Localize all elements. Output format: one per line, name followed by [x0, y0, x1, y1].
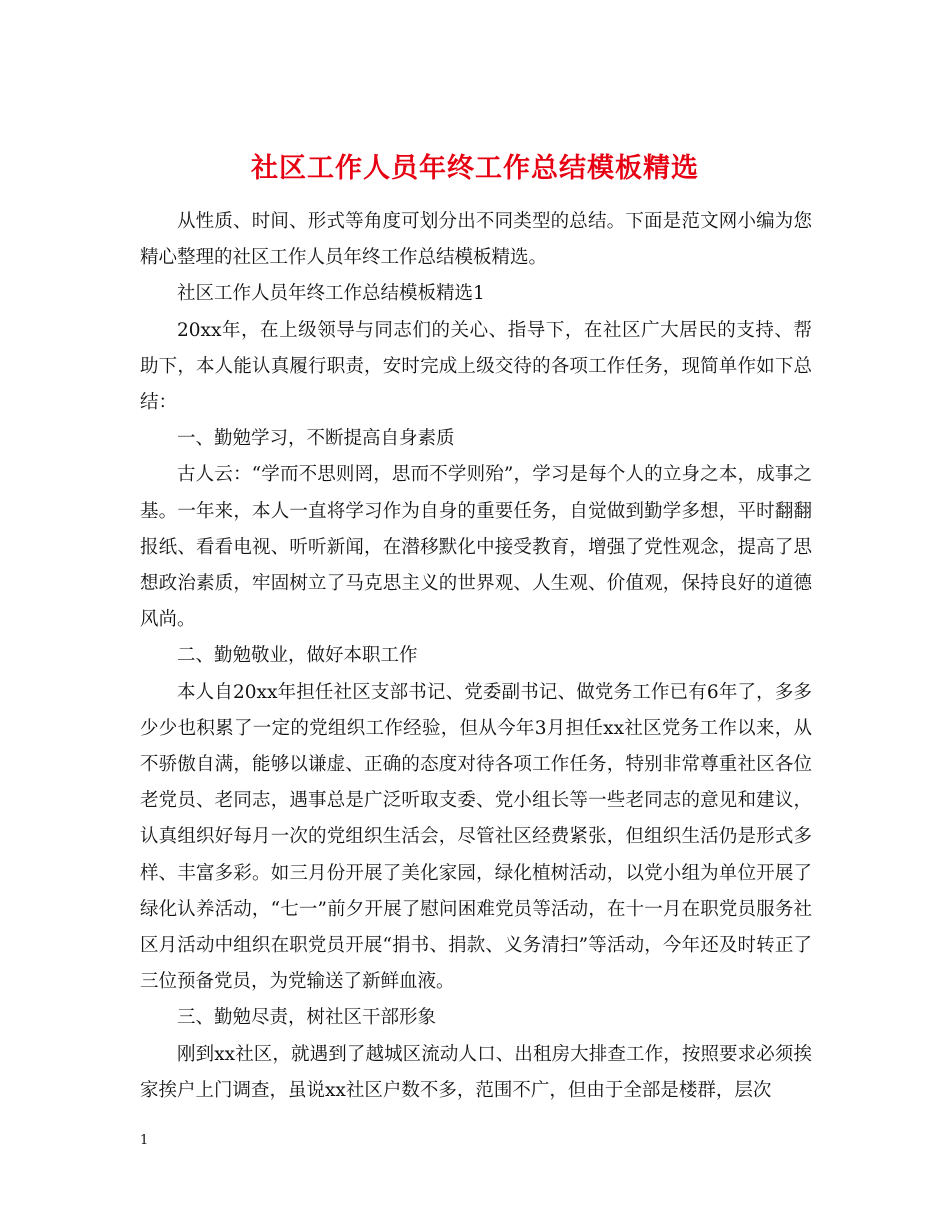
- section-heading: 二、勤勉敬业，做好本职工作: [177, 645, 418, 667]
- document-body: [140, 204, 812, 1109]
- body-paragraph: 20xx年，在上级领导与同志们的关心、指导下，在社区广大居民的支持、帮助下，本人能认真履行职责，安时完成上级交待的各项工作任务，现简单作如下总结：: [140, 319, 812, 414]
- section-heading: 三、勤勉尽责，树社区干部形象: [177, 1007, 437, 1029]
- intro-paragraph: 从性质、时间、形式等角度可划分出不同类型的总结。下面是范文网小编为您精心整理的社区工作人员年终工作总结模板精选。: [140, 211, 812, 269]
- body-paragraph: 本人自20xx年担任社区支部书记、党委副书记、做党务工作已有6年了，多多少少也积累了一定的党组织工作经验，但从今年3月担任xx社区党务工作以来，从不骄傲自满，能够以谦虚、正确的态度对待各项工作任务，特别非常尊重社区各位老党员、老同志，遇事总是广泛听取支委、党小组长等一些老同志的意见和建议，认真组织好每月一次的党组织生活会，尽管社区经费紧张，但组织生活仍是形式多样、丰富多彩。如三月份开展了美化家园，绿化植树活动，以党小组为单位开展了绿化认养活动，“七一”前夕开展了慰问困难党员等活动，在十一月在职党员服务社区月活动中组织在职党员开展“捐书、捐款、义务清扫”等活动，今年还及时转正了三位预备党员，为党输送了新鲜血液。: [140, 681, 812, 993]
- section-heading: 一、勤勉学习，不断提高自身素质: [177, 428, 455, 450]
- page-number: 1: [140, 1133, 149, 1148]
- document-title: 社区工作人员年终工作总结模板精选: [251, 153, 699, 185]
- body-paragraph: 刚到xx社区，就遇到了越城区流动人口、出租房大排查工作，按照要求必须挨家挨户上门调查，虽说xx社区户数不多，范围不广，但由于全部是楼群，层次: [140, 1043, 812, 1101]
- body-paragraph: 古人云：“学而不思则罔，思而不学则殆”，学习是每个人的立身之本，成事之基。一年来，本人一直将学习作为自身的重要任务，自觉做到勤学多想，平时翻翻报纸、看看电视、听听新闻，在潜移默化中接受教育，增强了党性观念，提高了思想政治素质，牢固树立了马克思主义的世界观、人生观、价值观，保持良好的道德风尚。: [140, 464, 812, 631]
- section-heading: 社区工作人员年终工作总结模板精选1: [177, 283, 485, 305]
